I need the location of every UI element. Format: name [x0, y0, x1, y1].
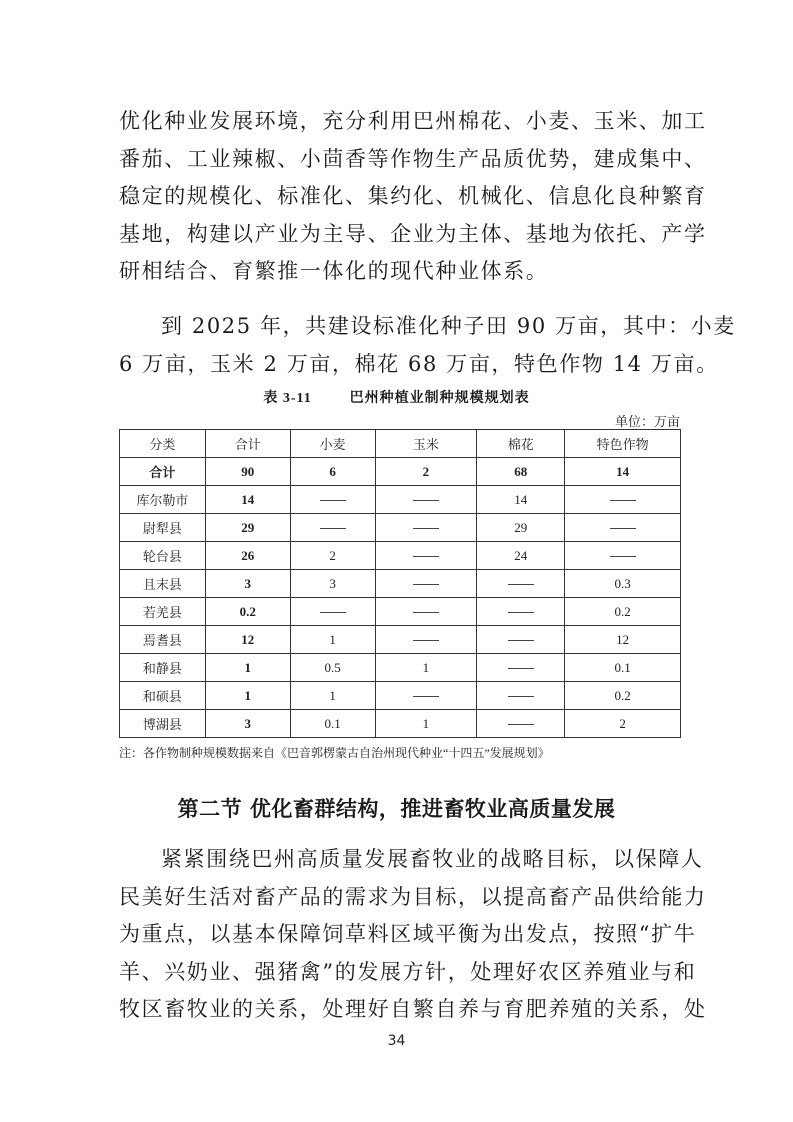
region-cell: 轮台县	[120, 542, 206, 570]
value-cell: 0.2	[565, 598, 681, 626]
column-header: 棉花	[477, 430, 565, 458]
value-cell: 26	[205, 542, 290, 570]
text-line: 紧紧围绕巴州高质量发展畜牧业的战略目标，以保障人	[161, 847, 704, 871]
table-row	[120, 598, 681, 626]
column-header: 玉米	[375, 430, 477, 458]
paragraph-2025-target	[119, 308, 736, 383]
table-number: 表 3-11	[263, 391, 312, 406]
value-cell	[375, 682, 477, 710]
section-heading: 第二节 优化畜群结构，推进畜牧业高质量发展	[177, 796, 616, 821]
value-cell: 14	[205, 486, 290, 514]
value-cell: 1	[205, 654, 290, 682]
table-title: 巴州种植业制种规模规划表	[349, 390, 530, 406]
text-line: 到 2025 年，共建设标准化种子田 90 万亩，其中：小麦	[161, 314, 736, 338]
text-line: 优化种业发展环境，充分利用巴州棉花、小麦、玉米、加工	[119, 109, 707, 133]
page-number: 34	[387, 1033, 406, 1049]
value-cell: 14	[565, 458, 681, 486]
region-cell: 尉犁县	[120, 514, 206, 542]
value-cell: 0.1	[290, 710, 375, 738]
value-cell	[375, 542, 477, 570]
seed-production-table	[119, 429, 681, 738]
value-cell	[375, 514, 477, 542]
empty-dash	[413, 528, 439, 529]
table-total-row	[120, 458, 681, 486]
value-cell: 1	[205, 682, 290, 710]
empty-dash	[508, 584, 534, 585]
region-cell: 若羌县	[120, 598, 206, 626]
value-cell: 12	[205, 626, 290, 654]
value-cell	[375, 486, 477, 514]
text-line: 为重点，以基本保障饲草料区域平衡为出发点，按照“扩牛	[119, 922, 697, 946]
value-cell	[477, 710, 565, 738]
value-cell: 29	[205, 514, 290, 542]
region-cell: 合计	[120, 458, 206, 486]
region-cell: 和静县	[120, 654, 206, 682]
table-unit: 单位：万亩	[614, 414, 680, 429]
value-cell: 3	[205, 570, 290, 598]
text-line: 番茄、工业辣椒、小茴香等作物生产品质优势，建成集中、	[119, 146, 707, 171]
value-cell	[565, 486, 681, 514]
empty-dash	[413, 584, 439, 585]
column-header: 特色作物	[565, 430, 681, 458]
value-cell: 3	[290, 570, 375, 598]
value-cell: 1	[290, 626, 375, 654]
value-cell: 0.1	[565, 654, 681, 682]
column-header: 小麦	[290, 430, 375, 458]
value-cell	[290, 486, 375, 514]
table-row	[120, 570, 681, 598]
table-row	[120, 682, 681, 710]
value-cell	[477, 626, 565, 654]
value-cell: 12	[565, 626, 681, 654]
value-cell	[477, 654, 565, 682]
value-cell	[565, 542, 681, 570]
empty-dash	[508, 612, 534, 613]
text-line: 民美好生活对畜产品的需求为目标，以提高畜产品供给能力	[119, 884, 707, 909]
value-cell	[477, 570, 565, 598]
text-line: 牧区畜牧业的关系，处理好自繁自养与育肥养殖的关系，处	[119, 997, 707, 1021]
value-cell: 2	[290, 542, 375, 570]
value-cell: 0.2	[205, 598, 290, 626]
text-line: 稳定的规模化、标准化、集约化、机械化、信息化良种繁育	[119, 184, 707, 208]
value-cell	[565, 514, 681, 542]
table-header-row	[120, 430, 681, 458]
value-cell: 29	[477, 514, 565, 542]
value-cell: 1	[375, 654, 477, 682]
value-cell: 0.3	[565, 570, 681, 598]
empty-dash	[413, 556, 439, 557]
value-cell: 24	[477, 542, 565, 570]
paragraph-livestock	[119, 841, 707, 1029]
table-note: 注：各作物制种规模数据来自《巴音郭楞蒙古自治州现代种业“十四五”发展规划》	[119, 746, 550, 760]
value-cell: 0.2	[565, 682, 681, 710]
value-cell	[375, 626, 477, 654]
value-cell: 2	[565, 710, 681, 738]
region-cell: 焉耆县	[120, 626, 206, 654]
empty-dash	[508, 724, 534, 725]
value-cell	[477, 598, 565, 626]
value-cell: 68	[477, 458, 565, 486]
empty-dash	[413, 696, 439, 697]
empty-dash	[508, 640, 534, 641]
empty-dash	[320, 612, 346, 613]
empty-dash	[610, 528, 636, 529]
empty-dash	[413, 612, 439, 613]
table-row	[120, 654, 681, 682]
empty-dash	[610, 500, 636, 501]
value-cell: 14	[477, 486, 565, 514]
value-cell	[290, 514, 375, 542]
table-caption	[0, 387, 793, 407]
empty-dash	[610, 556, 636, 557]
paragraph-seed-industry	[119, 103, 707, 291]
empty-dash	[320, 500, 346, 501]
value-cell: 3	[205, 710, 290, 738]
table-row	[120, 542, 681, 570]
column-header: 分类	[120, 430, 206, 458]
value-cell: 1	[375, 710, 477, 738]
value-cell: 2	[375, 458, 477, 486]
empty-dash	[508, 696, 534, 697]
text-line: 羊、兴奶业、强猪禽”的发展方针，处理好农区养殖业与和	[119, 959, 697, 984]
region-cell: 和硕县	[120, 682, 206, 710]
text-line: 基地，构建以产业为主导、企业为主体、基地为依托、产学	[119, 221, 707, 246]
empty-dash	[508, 668, 534, 669]
empty-dash	[413, 640, 439, 641]
region-cell: 库尔勒市	[120, 486, 206, 514]
table-row	[120, 486, 681, 514]
text-line: 研相结合、育繁推一体化的现代种业体系。	[119, 259, 549, 283]
table-row	[120, 710, 681, 738]
table-row	[120, 514, 681, 542]
empty-dash	[320, 528, 346, 529]
empty-dash	[413, 500, 439, 501]
value-cell: 1	[290, 682, 375, 710]
table-row	[120, 626, 681, 654]
region-cell: 且末县	[120, 570, 206, 598]
value-cell	[375, 598, 477, 626]
region-cell: 博湖县	[120, 710, 206, 738]
value-cell: 90	[205, 458, 290, 486]
column-header: 合计	[205, 430, 290, 458]
value-cell	[290, 598, 375, 626]
value-cell: 0.5	[290, 654, 375, 682]
text-line: 6 万亩，玉米 2 万亩，棉花 68 万亩，特色作物 14 万亩。	[119, 351, 719, 376]
value-cell: 6	[290, 458, 375, 486]
value-cell	[375, 570, 477, 598]
value-cell	[477, 682, 565, 710]
